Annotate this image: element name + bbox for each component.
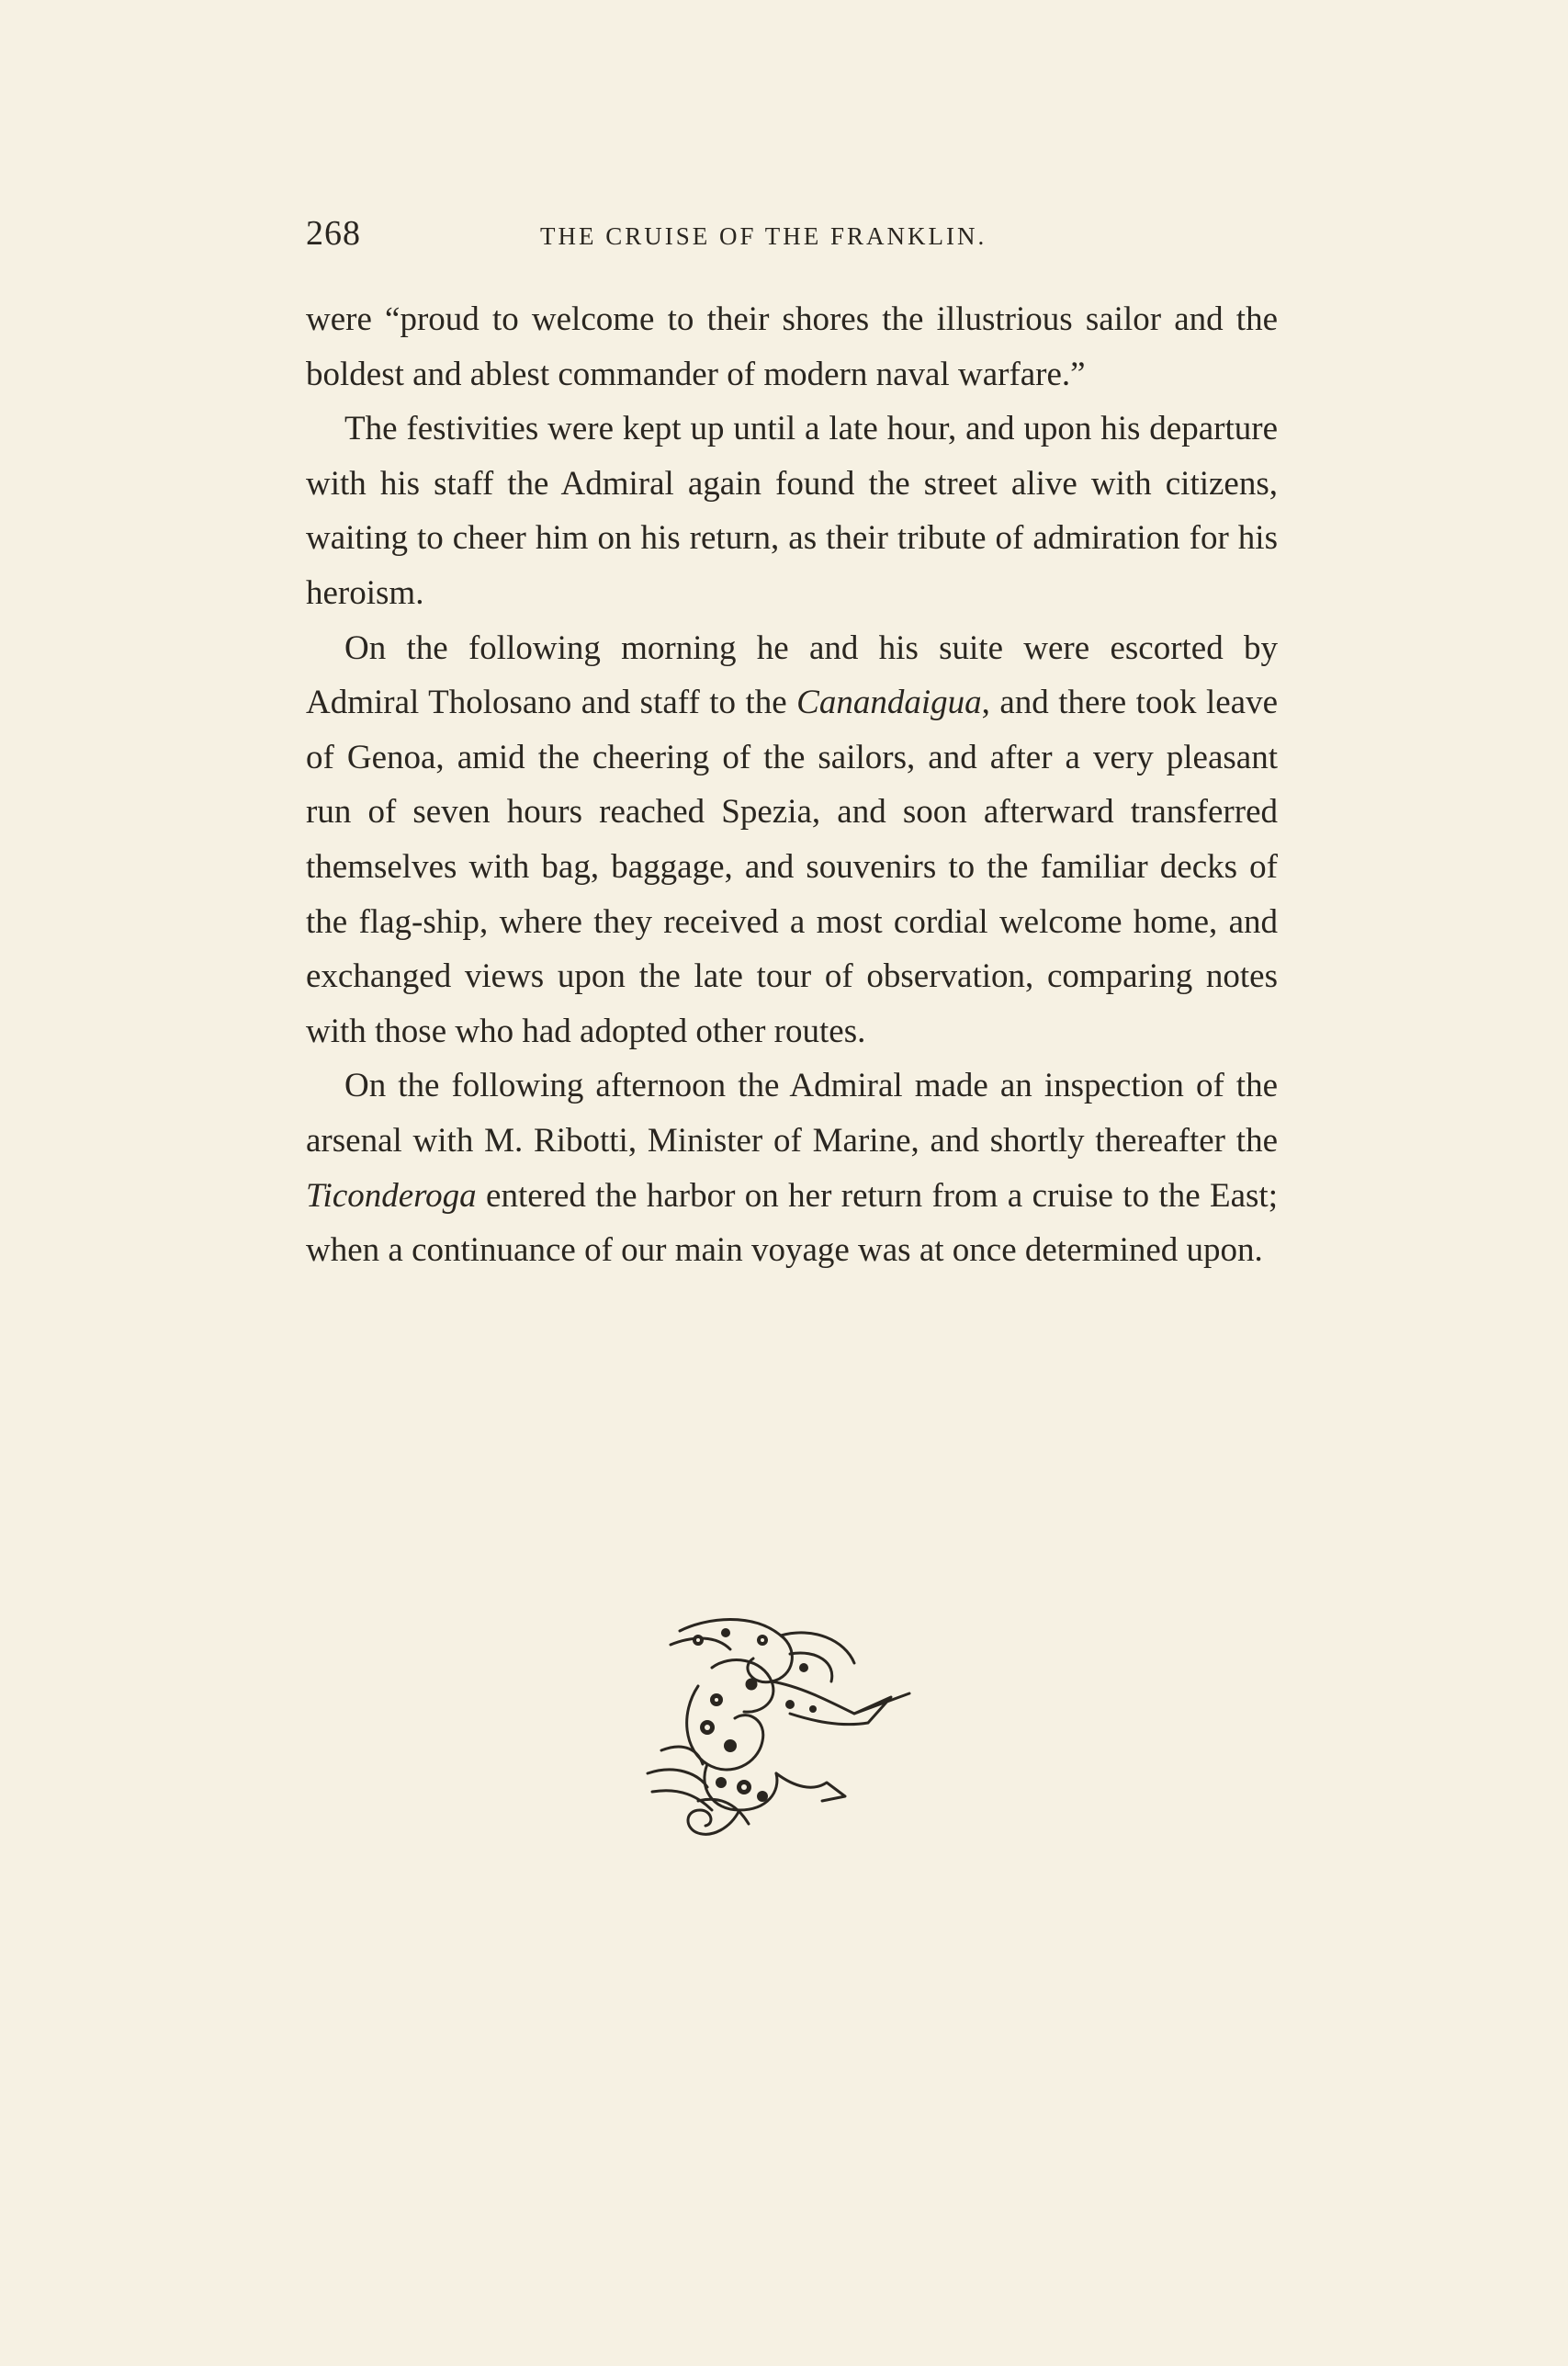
paragraph-text: The festivities were kept up until a late hour, and upon his departure with his staff the Admiral again found the street alive with citizens, waiting to cheer him on his return, as their tribute of admiration for his heroism. xyxy=(306,410,1278,612)
ship-name: Canandaigua xyxy=(796,684,982,722)
running-title: THE CRUISE OF THE FRANKLIN. xyxy=(540,222,987,250)
dragon-ornament-graphic xyxy=(643,1613,919,1861)
page-number: 268 xyxy=(306,214,361,253)
paragraph xyxy=(306,621,1278,1059)
dragon-tailpiece-icon xyxy=(643,1613,919,1861)
paragraph-text: On the following morning he and his suite were escorted by Admiral Tholosano and staff to the xyxy=(306,628,1278,722)
paragraph-text: , and there took leave of Genoa, amid the cheering of the sailors, and after a very pleasant run of seven hours reached Spezia, and soon afterward transferred themselves with bag, baggage, and souvenirs to the familiar decks of the flag-ship, where they received a most cordial welcome home, and exchanged views upon the late tour of observation, comparing notes with those who had adopted other routes. xyxy=(306,684,1278,1050)
paragraph-text: were “proud to welcome to their shores the illustrious sailor and the boldest and ablest commander of modern naval warfare.” xyxy=(306,300,1278,393)
ship-name: Ticonderoga xyxy=(306,1176,477,1215)
paragraph xyxy=(306,292,1278,402)
page-header xyxy=(306,213,1278,268)
paragraph-text: entered the harbor on her return from a cruise to the East; when a continuance of our main voyage was at once determined upon. xyxy=(306,1176,1278,1270)
paragraph xyxy=(306,1058,1278,1277)
paragraph xyxy=(306,402,1278,620)
paragraph-text: On the following afternoon the Admiral made an inspection of the arsenal with M. Ribotti, Minister of Marine, and shortly thereafter the xyxy=(306,1067,1278,1160)
body-text xyxy=(306,292,1278,1278)
